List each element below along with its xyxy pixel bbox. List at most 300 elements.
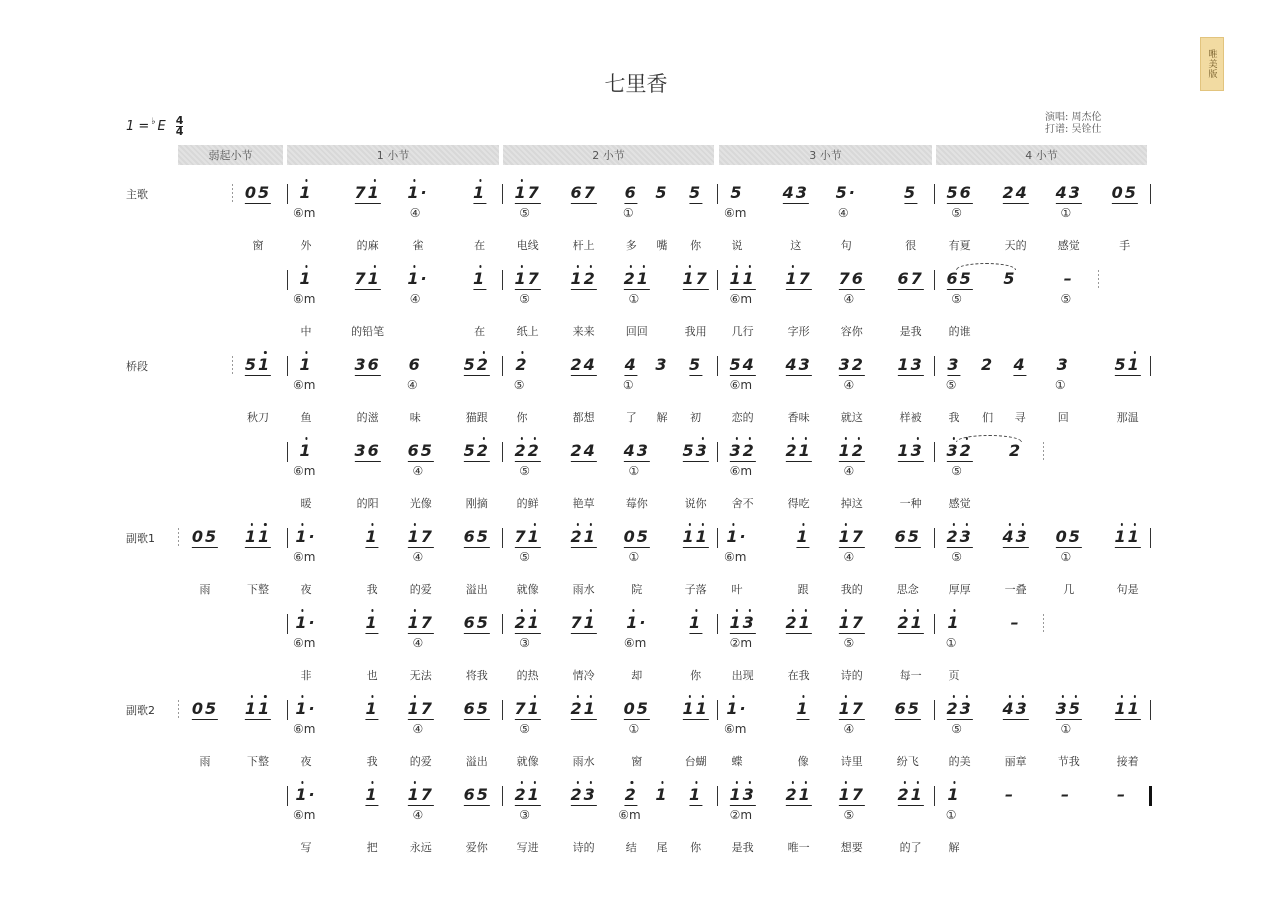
- lyric: 却: [631, 669, 643, 682]
- note-digit: 6: [367, 355, 381, 374]
- note-digit: 5: [730, 183, 744, 202]
- note-digit: 1: [636, 269, 650, 288]
- end-barline: [1150, 184, 1151, 204]
- chord-symbol: ④: [843, 464, 855, 478]
- lyric: 刚摘: [465, 497, 488, 510]
- chord-symbol: ⑥m: [293, 464, 316, 478]
- key-note: E: [157, 119, 166, 134]
- measure-header-4: 4 小节: [936, 145, 1147, 165]
- lyric: 写进: [516, 841, 539, 854]
- note-digit: 1: [367, 269, 381, 288]
- note-digit: 1: [583, 527, 597, 546]
- chord-symbol: ④: [409, 206, 421, 220]
- note-digit: 3: [798, 355, 812, 374]
- note-digit: 1: [570, 269, 584, 288]
- lyric: 莓你: [625, 497, 648, 510]
- note: [897, 614, 923, 634]
- note-digit: 5: [729, 355, 743, 374]
- note-digit: 7: [851, 527, 865, 546]
- note-digit: 3: [655, 355, 669, 374]
- note: [366, 528, 379, 548]
- lyric: 的滋: [356, 411, 379, 424]
- note-digit: 1: [583, 699, 597, 718]
- note-digit: 1: [583, 613, 597, 632]
- note-digit: 1: [258, 699, 272, 718]
- version-badge: 唯美版: [1200, 37, 1224, 91]
- note-digit: 2: [946, 699, 960, 718]
- chord-symbol: ⑥m: [293, 550, 316, 564]
- note-digit: –: [1061, 785, 1071, 804]
- note-digit: 1: [655, 785, 669, 804]
- chord-symbol: ⑥m: [729, 378, 753, 392]
- note-digit: 5: [907, 699, 921, 718]
- note-digit: 0: [1111, 183, 1125, 202]
- note: [785, 442, 811, 462]
- lyric: 雨水: [572, 583, 595, 596]
- note: [570, 528, 596, 548]
- lyric: 子落: [684, 583, 707, 596]
- note: [726, 528, 747, 546]
- note: [245, 356, 271, 376]
- note: [726, 700, 747, 718]
- lyric: 雨: [199, 755, 211, 768]
- note: [839, 528, 865, 548]
- note: [473, 270, 486, 290]
- section-label: 副歌2: [126, 704, 155, 717]
- note-digit: 5: [946, 183, 960, 202]
- note-digit: 3: [354, 441, 368, 460]
- note: [897, 270, 923, 290]
- key-prefix: 1 =: [126, 119, 150, 134]
- note: [570, 442, 596, 462]
- note-digit: 2: [527, 441, 541, 460]
- lyric: 把: [366, 841, 378, 854]
- note-digit: 1: [689, 613, 703, 632]
- note-digit: 1: [367, 183, 381, 202]
- lyric: 一种: [899, 497, 922, 510]
- note: [785, 614, 811, 634]
- lyric: 丽章: [1004, 755, 1027, 768]
- note-digit: 2: [514, 441, 528, 460]
- tie-arc: [956, 435, 1022, 442]
- barline: [287, 270, 288, 290]
- barline: [717, 356, 718, 376]
- note-digit: 0: [191, 527, 205, 546]
- note-digit: 1: [1127, 527, 1141, 546]
- lyric: 永远: [409, 841, 432, 854]
- lyric: 想要: [840, 841, 863, 854]
- lyric: 几行: [731, 325, 754, 338]
- lyric: 一叠: [1004, 583, 1027, 596]
- note-digit: 1: [729, 785, 743, 804]
- lyric: 我的: [840, 583, 863, 596]
- lyric: 舍不: [731, 497, 754, 510]
- note: [1009, 442, 1022, 460]
- song-title: 七里香: [604, 72, 668, 96]
- time-bottom: 4: [175, 125, 184, 138]
- barline: [287, 442, 288, 462]
- chord-symbol: ⑤: [513, 378, 525, 392]
- note: [1061, 786, 1071, 804]
- note-digit: ·: [308, 699, 317, 718]
- barline: [717, 184, 718, 204]
- lyric: 都想: [572, 411, 595, 424]
- chord-symbol: ①: [1060, 550, 1072, 564]
- note: [295, 786, 316, 804]
- final-barline: [1149, 786, 1152, 806]
- lyric: 在我: [787, 669, 810, 682]
- note-digit: 5: [463, 355, 477, 374]
- note-digit: 7: [354, 183, 368, 202]
- lyric: 台蝴: [684, 755, 707, 768]
- note-digit: 2: [785, 613, 799, 632]
- chord-symbol: ⑤: [843, 636, 855, 650]
- note-digit: 2: [514, 613, 528, 632]
- barline: [934, 528, 935, 548]
- lyric: 夜: [300, 583, 312, 596]
- note-digit: 7: [798, 269, 812, 288]
- note-digit: 6: [624, 183, 638, 202]
- lyric: 诗的: [572, 841, 595, 854]
- note-digit: 1: [729, 613, 743, 632]
- note-digit: ·: [308, 785, 317, 804]
- note-digit: 2: [959, 441, 973, 460]
- note-digit: 1: [527, 527, 541, 546]
- lyric: 解: [656, 411, 668, 424]
- note: [514, 442, 540, 462]
- transcriber-credit: 打谱: 吴铨仕: [1045, 124, 1102, 135]
- lyric: 句: [840, 239, 852, 252]
- lyric: 得吃: [787, 497, 810, 510]
- note-digit: 0: [623, 527, 637, 546]
- note: [897, 786, 923, 806]
- note-digit: 1: [838, 613, 852, 632]
- chord-symbol: ④: [412, 808, 424, 822]
- chord-symbol: ④: [843, 292, 855, 306]
- end-barline: [1150, 528, 1151, 548]
- note-digit: 1: [838, 527, 852, 546]
- lyric: 像: [797, 755, 809, 768]
- note: [797, 528, 810, 548]
- note: [624, 442, 650, 462]
- note: [295, 614, 316, 632]
- note: [729, 270, 755, 290]
- key-signature: [126, 116, 183, 137]
- note-digit: 1: [514, 183, 528, 202]
- note-digit: 3: [1055, 699, 1069, 718]
- end-barline: [1150, 700, 1151, 720]
- lyric: 有夏: [948, 239, 971, 252]
- lyric: 秋刀: [247, 411, 269, 424]
- note: [947, 786, 960, 804]
- note-digit: ·: [420, 269, 429, 288]
- note-digit: 7: [570, 613, 584, 632]
- lyric: 是我: [899, 325, 922, 338]
- lyric: 在: [474, 325, 486, 338]
- chord-symbol: ①: [1054, 378, 1066, 392]
- chord-symbol: ⑤: [519, 292, 531, 306]
- lyric: 我用: [684, 325, 707, 338]
- lyric: 鱼: [300, 411, 312, 424]
- note-digit: 6: [897, 269, 911, 288]
- note-digit: 5: [420, 441, 434, 460]
- note-digit: 2: [851, 441, 865, 460]
- note-digit: 6: [463, 785, 477, 804]
- note: [1114, 700, 1140, 720]
- note-digit: 7: [420, 527, 434, 546]
- note-digit: 2: [570, 441, 584, 460]
- note: [515, 356, 528, 374]
- note-digit: 3: [959, 527, 973, 546]
- chord-symbol: ⑥m: [623, 636, 647, 650]
- note: [839, 700, 865, 720]
- note: [514, 528, 540, 548]
- note: [1005, 786, 1015, 804]
- note-digit: 4: [785, 355, 799, 374]
- note: [895, 528, 921, 548]
- chord-symbol: ④: [412, 636, 424, 650]
- note: [947, 614, 960, 632]
- lyric: 味: [409, 411, 421, 424]
- note-digit: 7: [851, 699, 865, 718]
- note: [682, 528, 708, 548]
- note-digit: 2: [515, 355, 529, 374]
- chord-symbol: ①: [628, 464, 640, 478]
- note: [1057, 356, 1070, 374]
- note-digit: ·: [420, 183, 429, 202]
- note-digit: 2: [1009, 441, 1023, 460]
- lyric: 字形: [787, 325, 810, 338]
- note: [192, 700, 218, 720]
- barline: [934, 786, 935, 806]
- note-digit: 6: [959, 183, 973, 202]
- note-digit: 4: [583, 355, 597, 374]
- note: [464, 442, 490, 462]
- note-digit: 3: [583, 785, 597, 804]
- barline: [502, 270, 503, 290]
- lyric: 无法: [409, 669, 432, 682]
- chord-symbol: ④: [409, 292, 421, 306]
- note: [570, 184, 596, 204]
- note-digit: 1: [295, 613, 309, 632]
- barline: [502, 614, 503, 634]
- note: [473, 184, 486, 204]
- singer-credit: 演唱: 周杰伦: [1045, 112, 1102, 123]
- note-digit: ·: [639, 613, 648, 632]
- lyric: 诗的: [840, 669, 863, 682]
- note: [464, 614, 490, 634]
- barline: [502, 442, 503, 462]
- barline: [934, 184, 935, 204]
- note-digit: 3: [946, 441, 960, 460]
- pickup-barline: [232, 356, 233, 376]
- note-digit: 1: [897, 355, 911, 374]
- lyric: 样被: [899, 411, 922, 424]
- note-digit: 7: [527, 183, 541, 202]
- note: [682, 270, 708, 290]
- lyric: 我: [366, 583, 378, 596]
- note-digit: 1: [365, 699, 379, 718]
- note-digit: 5: [258, 183, 272, 202]
- note-digit: 3: [695, 441, 709, 460]
- note-digit: ·: [308, 527, 317, 546]
- chord-symbol: ⑥m: [293, 378, 316, 392]
- note-digit: 7: [514, 527, 528, 546]
- note-digit: 5: [1003, 269, 1017, 288]
- note-digit: 2: [897, 785, 911, 804]
- note-digit: –: [1117, 785, 1127, 804]
- note-digit: 1: [726, 527, 740, 546]
- note: [570, 614, 596, 634]
- chord-symbol: ①: [1060, 722, 1072, 736]
- lyric: 了: [625, 411, 637, 424]
- note-digit: 1: [527, 613, 541, 632]
- lyric: 的热: [516, 669, 539, 682]
- note-digit: 1: [689, 785, 703, 804]
- lyric: 也: [366, 669, 378, 682]
- note-digit: 5: [907, 527, 921, 546]
- note-digit: 3: [636, 441, 650, 460]
- note: [655, 184, 668, 202]
- note-digit: 0: [244, 183, 258, 202]
- section-label: 桥段: [126, 360, 148, 373]
- lyric: 纸上: [516, 325, 539, 338]
- note-digit: 6: [367, 441, 381, 460]
- lyric: 的爱: [409, 583, 432, 596]
- barline: [717, 270, 718, 290]
- note-digit: 1: [473, 269, 487, 288]
- note-digit: 6: [570, 183, 584, 202]
- lyric: 艳草: [572, 497, 595, 510]
- lyric: 我: [948, 411, 960, 424]
- note: [729, 614, 755, 634]
- lyric: 的爱: [409, 755, 432, 768]
- note-digit: 4: [583, 441, 597, 460]
- note-digit: 6: [408, 355, 422, 374]
- lyric: 那温: [1116, 411, 1139, 424]
- note-digit: 1: [299, 355, 313, 374]
- chord-symbol: ⑥m: [293, 808, 316, 822]
- lyric: 的阳: [356, 497, 379, 510]
- note-digit: 1: [514, 269, 528, 288]
- note: [295, 700, 316, 718]
- pickup-barline: [178, 528, 179, 548]
- note-digit: 5: [682, 441, 696, 460]
- barline: [287, 528, 288, 548]
- lyric: 非: [300, 669, 312, 682]
- note-digit: 5: [205, 527, 219, 546]
- chord-symbol: ④: [412, 464, 424, 478]
- note-digit: 1: [407, 269, 421, 288]
- lyric: 说: [731, 239, 743, 252]
- note-digit: 2: [570, 527, 584, 546]
- note-digit: 2: [897, 613, 911, 632]
- note-digit: 6: [946, 269, 960, 288]
- lyric: 很: [905, 239, 917, 252]
- note-digit: 3: [729, 441, 743, 460]
- lyric: 感觉: [1057, 239, 1080, 252]
- lyric: 溢出: [465, 755, 488, 768]
- barline: [717, 528, 718, 548]
- note: [408, 786, 434, 806]
- note-digit: 5: [476, 613, 490, 632]
- lyric: 这: [790, 239, 802, 252]
- note-digit: 1: [527, 785, 541, 804]
- chord-symbol: ⑤: [951, 722, 963, 736]
- note-digit: 2: [570, 785, 584, 804]
- lyric: 思念: [896, 583, 919, 596]
- note: [408, 442, 434, 462]
- barline: [287, 700, 288, 720]
- note-digit: 4: [1015, 183, 1029, 202]
- note-digit: 4: [1013, 355, 1027, 374]
- note-digit: 1: [798, 441, 812, 460]
- note-digit: 2: [476, 441, 490, 460]
- note-digit: 2: [624, 785, 638, 804]
- note-digit: 1: [695, 527, 709, 546]
- note: [897, 356, 923, 376]
- note: [947, 356, 960, 376]
- chord-symbol: ⑥m: [724, 206, 747, 220]
- lyric: 接着: [1116, 755, 1139, 768]
- note-digit: 5: [636, 527, 650, 546]
- note: [839, 786, 865, 806]
- note-digit: 7: [527, 269, 541, 288]
- note-digit: 5: [1114, 355, 1128, 374]
- lyric: 雨水: [572, 755, 595, 768]
- lyric: 雨: [199, 583, 211, 596]
- end-barline: [1043, 442, 1044, 462]
- note-digit: 4: [1002, 527, 1016, 546]
- chord-symbol: ④: [837, 206, 849, 220]
- barline: [717, 700, 718, 720]
- note-digit: 2: [476, 355, 490, 374]
- note: [895, 700, 921, 720]
- note-digit: 3: [742, 613, 756, 632]
- note-digit: 1: [1114, 699, 1128, 718]
- note-digit: 7: [851, 613, 865, 632]
- note: [408, 700, 434, 720]
- chord-symbol: ⑤: [519, 464, 531, 478]
- note-digit: 3: [742, 785, 756, 804]
- note: [729, 786, 755, 806]
- note: [464, 700, 490, 720]
- note: [408, 614, 434, 634]
- note-digit: 5: [689, 183, 703, 202]
- note: [1114, 528, 1140, 548]
- chord-symbol: ④: [412, 550, 424, 564]
- note-digit: 1: [796, 527, 810, 546]
- lyric: 的鲜: [516, 497, 539, 510]
- lyric: 暖: [300, 497, 312, 510]
- lyric: 你: [690, 239, 702, 252]
- note-digit: –: [1010, 613, 1021, 632]
- lyric: 的麻: [356, 239, 379, 252]
- note: [354, 442, 380, 462]
- barline: [287, 356, 288, 376]
- note-digit: 5: [655, 183, 669, 202]
- note: [245, 700, 271, 720]
- note: [354, 270, 380, 290]
- note: [464, 786, 490, 806]
- note: [897, 442, 923, 462]
- time-top: 4: [175, 114, 184, 127]
- lyric: 外: [300, 239, 312, 252]
- lyric: 回回: [625, 325, 648, 338]
- note: [946, 184, 972, 204]
- note: [299, 270, 312, 288]
- barline: [502, 700, 503, 720]
